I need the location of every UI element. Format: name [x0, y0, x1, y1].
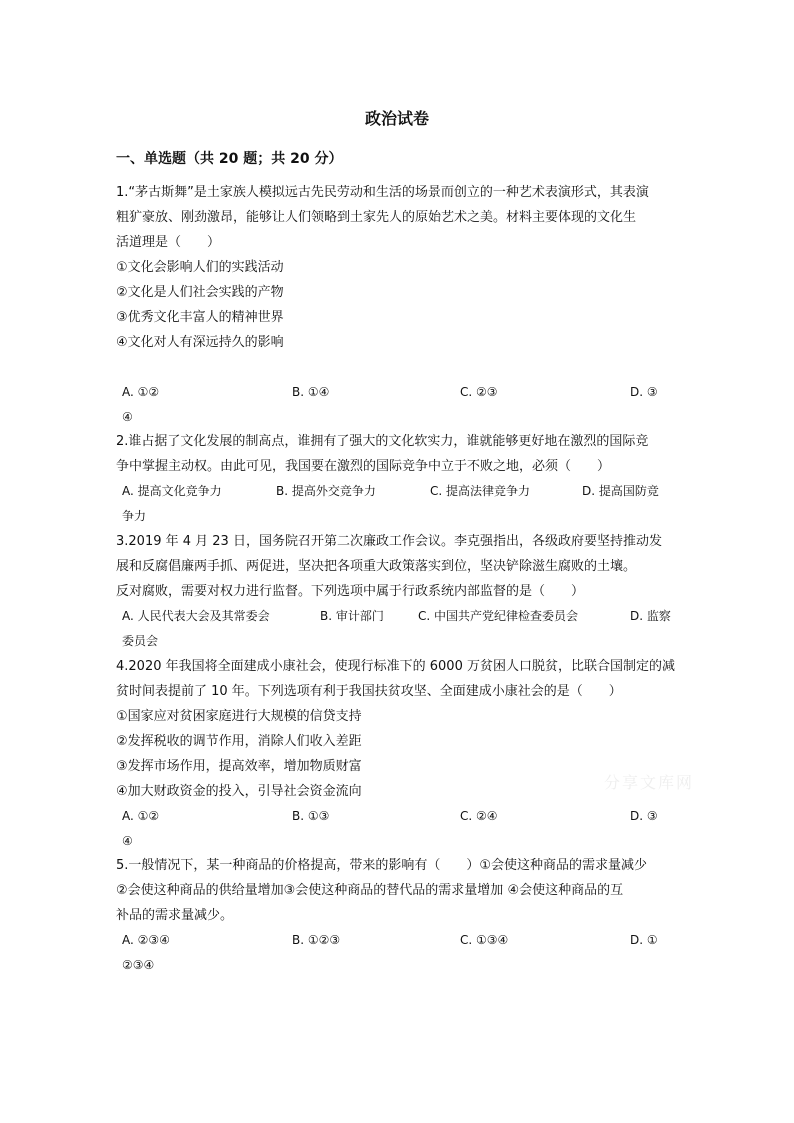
question-3: [116, 529, 672, 654]
spacer: [116, 355, 672, 380]
q4-option-c[interactable]: C. ②④: [460, 809, 498, 823]
q1-stem-line-2: 粗犷豪放、刚劲激昂，能够让人们领略到土家先人的原始艺术之美。材料主要体现的文化生: [116, 210, 637, 225]
q5-option-c[interactable]: C. ①③④: [460, 933, 509, 947]
q3-stem-line-3: 反对腐败，需要对权力进行监督。下列选项中属于行政系统内部监督的是（ ）: [116, 584, 585, 599]
question-5: [116, 853, 672, 978]
q1-stem-line-1: 1.“茅古斯舞”是土家族人模拟远古先民劳动和生活的场景而创立的一种艺术表演形式，其表演: [116, 185, 649, 200]
q5-option-d-continued: ②③④: [122, 958, 155, 972]
q2-stem-line-2: 争中掌握主动权。由此可见，我国要在激烈的国际竞争中立于不败之地，必须（ ）: [116, 459, 611, 474]
question-1: [116, 180, 672, 430]
q1-option-a[interactable]: A. ①②: [122, 385, 160, 399]
q4-option-a[interactable]: A. ①②: [122, 809, 160, 823]
q1-option-d-continued: ④: [122, 410, 133, 424]
question-2: [116, 429, 672, 529]
q5-options: [116, 928, 672, 953]
q4-statement-3: ③发挥市场作用，提高效率，增加物质财富: [116, 759, 362, 774]
q2-option-d-continued: 争力: [122, 509, 147, 523]
q2-options: [116, 479, 672, 504]
q4-options: [116, 804, 672, 829]
q3-option-d-continued: 委员会: [122, 634, 159, 648]
q5-option-d[interactable]: D. ①: [630, 933, 658, 947]
q1-statement-2: ②文化是人们社会实践的产物: [116, 285, 284, 300]
q4-option-d[interactable]: D. ③: [630, 809, 658, 823]
q5-stem-line-2: ②会使这种商品的供给量增加③会使这种商品的替代品的需求量增加 ④会使这种商品的互: [116, 883, 624, 898]
section-title: 一、单选题（共 20 题；共 20 分）: [116, 151, 343, 167]
q1-option-d[interactable]: D. ③: [630, 385, 658, 399]
q2-option-c[interactable]: C. 提高法律竞争力: [430, 484, 531, 498]
q4-statement-4: ④加大财政资金的投入，引导社会资金流向: [116, 784, 362, 799]
q3-stem-line-2: 展和反腐倡廉两手抓、两促进，坚决把各项重大政策落实到位，坚决铲除滋生腐败的土壤。: [116, 559, 637, 574]
q4-stem-line-1: 4.2020 年我国将全面建成小康社会，使现行标准下的 6000 万贫困人口脱贫，比联合国制定的减: [116, 659, 675, 674]
q4-option-d-continued: ④: [122, 834, 133, 848]
q1-option-c[interactable]: C. ②③: [460, 385, 498, 399]
q5-option-b[interactable]: B. ①②③: [292, 933, 341, 947]
q4-option-b[interactable]: B. ①③: [292, 809, 330, 823]
q5-stem-line-3: 补品的需求量减少。: [116, 908, 234, 923]
q3-option-c[interactable]: C. 中国共产党纪律检查委员会: [418, 609, 579, 623]
q4-stem-line-2: 贫时间表提前了 10 年。下列选项有利于我国扶贫攻坚、全面建成小康社会的是（ ）: [116, 684, 622, 699]
q1-options: [116, 380, 672, 405]
q3-options: [116, 604, 672, 629]
q3-option-a[interactable]: A. 人民代表大会及其常委会: [122, 609, 270, 623]
q3-option-b[interactable]: B. 审计部门: [320, 609, 384, 623]
question-4: [116, 654, 675, 854]
q1-statement-1: ①文化会影响人们的实践活动: [116, 260, 284, 275]
q2-option-b[interactable]: B. 提高外交竞争力: [276, 484, 376, 498]
q1-statement-4: ④文化对人有深远持久的影响: [116, 335, 284, 350]
q1-stem-line-3: 活道理是（ ）: [116, 235, 221, 250]
q1-statement-3: ③优秀文化丰富人的精神世界: [116, 310, 284, 325]
q5-stem-line-1: 5.一般情况下，某一种商品的价格提高，带来的影响有（ ）①会使这种商品的需求量减少: [116, 858, 648, 873]
q4-statement-2: ②发挥税收的调节作用，消除人们收入差距: [116, 734, 362, 749]
q5-option-a[interactable]: A. ②③④: [122, 933, 170, 947]
q1-option-b[interactable]: B. ①④: [292, 385, 330, 399]
q2-option-a[interactable]: A. 提高文化竞争力: [122, 484, 222, 498]
q2-option-d[interactable]: D. 提高国防竞: [582, 484, 659, 498]
q3-option-d[interactable]: D. 监察: [630, 609, 671, 623]
q2-stem-line-1: 2.谁占据了文化发展的制高点，谁拥有了强大的文化软实力，谁就能够更好地在激烈的国际竞: [116, 434, 649, 449]
watermark: 分享文库网: [604, 773, 695, 792]
page-title: 政治试卷: [364, 109, 429, 128]
q3-stem-line-1: 3.2019 年 4 月 23 日，国务院召开第二次廉政工作会议。李克强指出，各级政府要坚持推动发: [116, 534, 662, 549]
q4-statement-1: ①国家应对贫困家庭进行大规模的信贷支持: [116, 709, 362, 724]
